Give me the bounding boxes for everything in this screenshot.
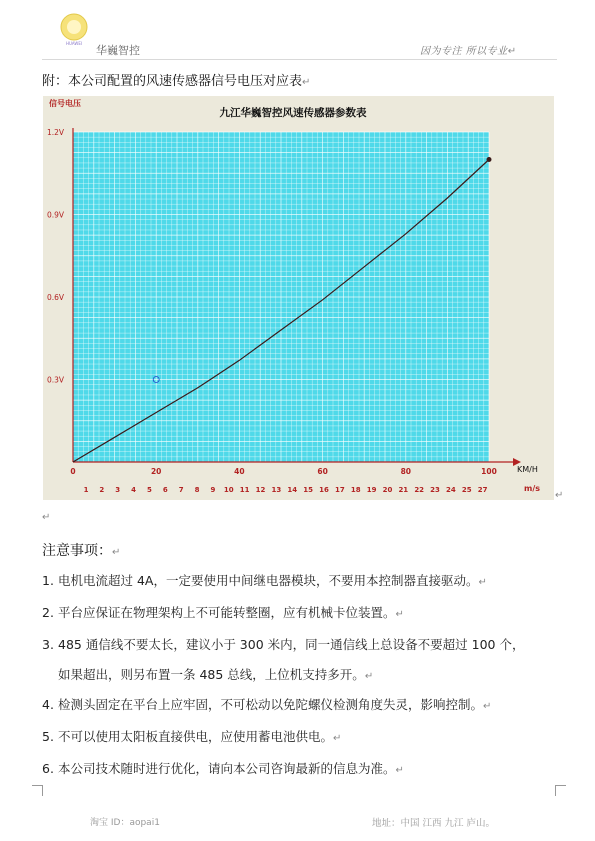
note-text: 电机电流超过 4A，一定要使用中间继电器模块，不要用本控制器直接驱动。 xyxy=(58,573,479,588)
x-tick-label-ms: 8 xyxy=(194,486,200,494)
x-tick-label: 60 xyxy=(317,467,328,476)
paragraph-mark-icon: ↵ xyxy=(478,577,487,588)
x-tick-label-ms: 25 xyxy=(461,486,472,494)
note-number: 3. xyxy=(42,637,54,652)
x-tick-label-ms: 18 xyxy=(350,486,361,494)
footer-address: 地址：中国 江西 九江 庐山。 xyxy=(372,818,496,829)
x-tick-label-ms: 4 xyxy=(131,486,137,494)
x-tick-label-ms: 17 xyxy=(334,486,345,494)
x-tick-label: 80 xyxy=(400,467,412,476)
paragraph-mark-icon: ↵ xyxy=(395,765,404,776)
x-tick-label: 40 xyxy=(234,467,245,476)
slogan xyxy=(420,42,517,57)
x-tick-label-ms: 5 xyxy=(147,486,152,494)
note-item xyxy=(42,605,404,623)
notes-heading xyxy=(42,540,120,560)
header-divider xyxy=(42,59,557,60)
x-tick-label: 100 xyxy=(481,467,497,476)
y-tick-label: 0.6V xyxy=(47,293,65,302)
note-item xyxy=(42,761,404,779)
paragraph-mark-icon: ↵ xyxy=(42,512,51,523)
note-item xyxy=(42,573,487,591)
paragraph-mark-icon: ↵ xyxy=(483,701,492,712)
x-tick-label-ms: 7 xyxy=(178,486,184,494)
note-number: 5. xyxy=(42,729,54,744)
note-item-continuation xyxy=(58,667,373,685)
note-item xyxy=(42,729,341,747)
x-tick-label-ms: 10 xyxy=(223,486,234,494)
note-text: 检测头固定在平台上应牢固，不可松动以免陀螺仪检测角度失灵，影响控制。 xyxy=(58,697,484,712)
x-tick-label: 20 xyxy=(150,467,162,476)
note-text: 平台应保证在物理架构上不可能转整圈，应有机械卡位装置。 xyxy=(58,605,396,620)
y-tick-label: 0.3V xyxy=(47,375,65,385)
footer-taobao-id: 淘宝 ID：aopai1 xyxy=(90,818,160,828)
series-endpoint xyxy=(487,157,492,162)
logo-text: HUAWEI xyxy=(65,41,83,46)
company-logo xyxy=(56,12,92,48)
x-axis-label: KM/H xyxy=(517,465,538,474)
x-tick-label-ms: 6 xyxy=(162,486,168,494)
y-tick-label: 0.9V xyxy=(47,210,65,220)
caption-text: 附：本公司配置的风速传感器信号电压对应表 xyxy=(42,74,303,89)
x-tick-label-ms: 14 xyxy=(287,486,298,494)
chart-caption xyxy=(42,70,310,89)
note-number: 1. xyxy=(42,573,54,588)
x-tick-label-ms: 21 xyxy=(398,486,409,494)
note-text: 本公司技术随时进行优化，请向本公司咨询最新的信息为准。 xyxy=(58,761,396,776)
note-number: 2. xyxy=(42,605,54,620)
note-item xyxy=(42,697,491,715)
note-text: 如果超出，则另布置一条 485 总线，上位机支持多开。 xyxy=(58,667,365,682)
y-tick-label: 1.2V xyxy=(47,128,65,137)
grid-lines xyxy=(73,132,489,462)
note-number: 6. xyxy=(42,761,54,776)
x-axis-label-ms: m/s xyxy=(524,484,541,493)
page-corner-mark xyxy=(32,785,43,796)
paragraph-mark-icon: ↵ xyxy=(555,490,564,501)
page-corner-mark xyxy=(555,785,566,796)
x-tick-label-ms: 19 xyxy=(366,486,377,494)
note-item xyxy=(42,637,524,653)
paragraph-mark-icon: ↵ xyxy=(507,46,517,57)
notes-heading-text: 注意事项： xyxy=(42,543,112,559)
paragraph-mark-icon: ↵ xyxy=(364,671,374,682)
x-tick-label-ms: 24 xyxy=(446,486,456,494)
paragraph-mark-icon: ↵ xyxy=(112,547,121,558)
x-tick-label-ms: 13 xyxy=(271,486,282,494)
x-tick-label-ms: 11 xyxy=(239,486,250,494)
note-text: 485 通信线不要太长，建议小于 300 米内，同一通信线上总设备不要超过 100 个， xyxy=(58,637,525,652)
x-tick-label-ms: 9 xyxy=(210,486,216,494)
paragraph-mark-icon: ↵ xyxy=(395,609,404,620)
x-tick-label-ms: 2 xyxy=(99,486,105,494)
note-number: 4. xyxy=(42,697,54,712)
y-axis-label: 信号电压 xyxy=(49,99,81,108)
x-tick-label-ms: 12 xyxy=(255,486,266,494)
x-tick-label-ms: 27 xyxy=(477,486,488,494)
x-tick-label-ms: 22 xyxy=(414,486,425,494)
x-tick-label-ms: 1 xyxy=(83,486,89,494)
x-tick-label-ms: 23 xyxy=(430,486,440,494)
brand-name: 华巍智控 xyxy=(96,44,140,57)
wind-speed-chart xyxy=(43,96,554,500)
x-tick-label-ms: 15 xyxy=(303,486,314,494)
chart-title: 九江华巍智控风速传感器参数表 xyxy=(219,107,367,119)
x-tick-label-ms: 20 xyxy=(382,486,393,494)
x-tick-label-ms: 16 xyxy=(319,486,329,494)
paragraph-mark-icon: ↵ xyxy=(302,77,311,88)
x-tick-label-ms: 3 xyxy=(115,486,121,494)
paragraph-mark-icon: ↵ xyxy=(333,733,342,744)
note-text: 不可以使用太阳板直接供电，应使用蓄电池供电。 xyxy=(58,729,334,744)
slogan-text: 因为专注 所以专业 xyxy=(420,46,508,57)
x-tick-label: 0 xyxy=(70,467,76,476)
